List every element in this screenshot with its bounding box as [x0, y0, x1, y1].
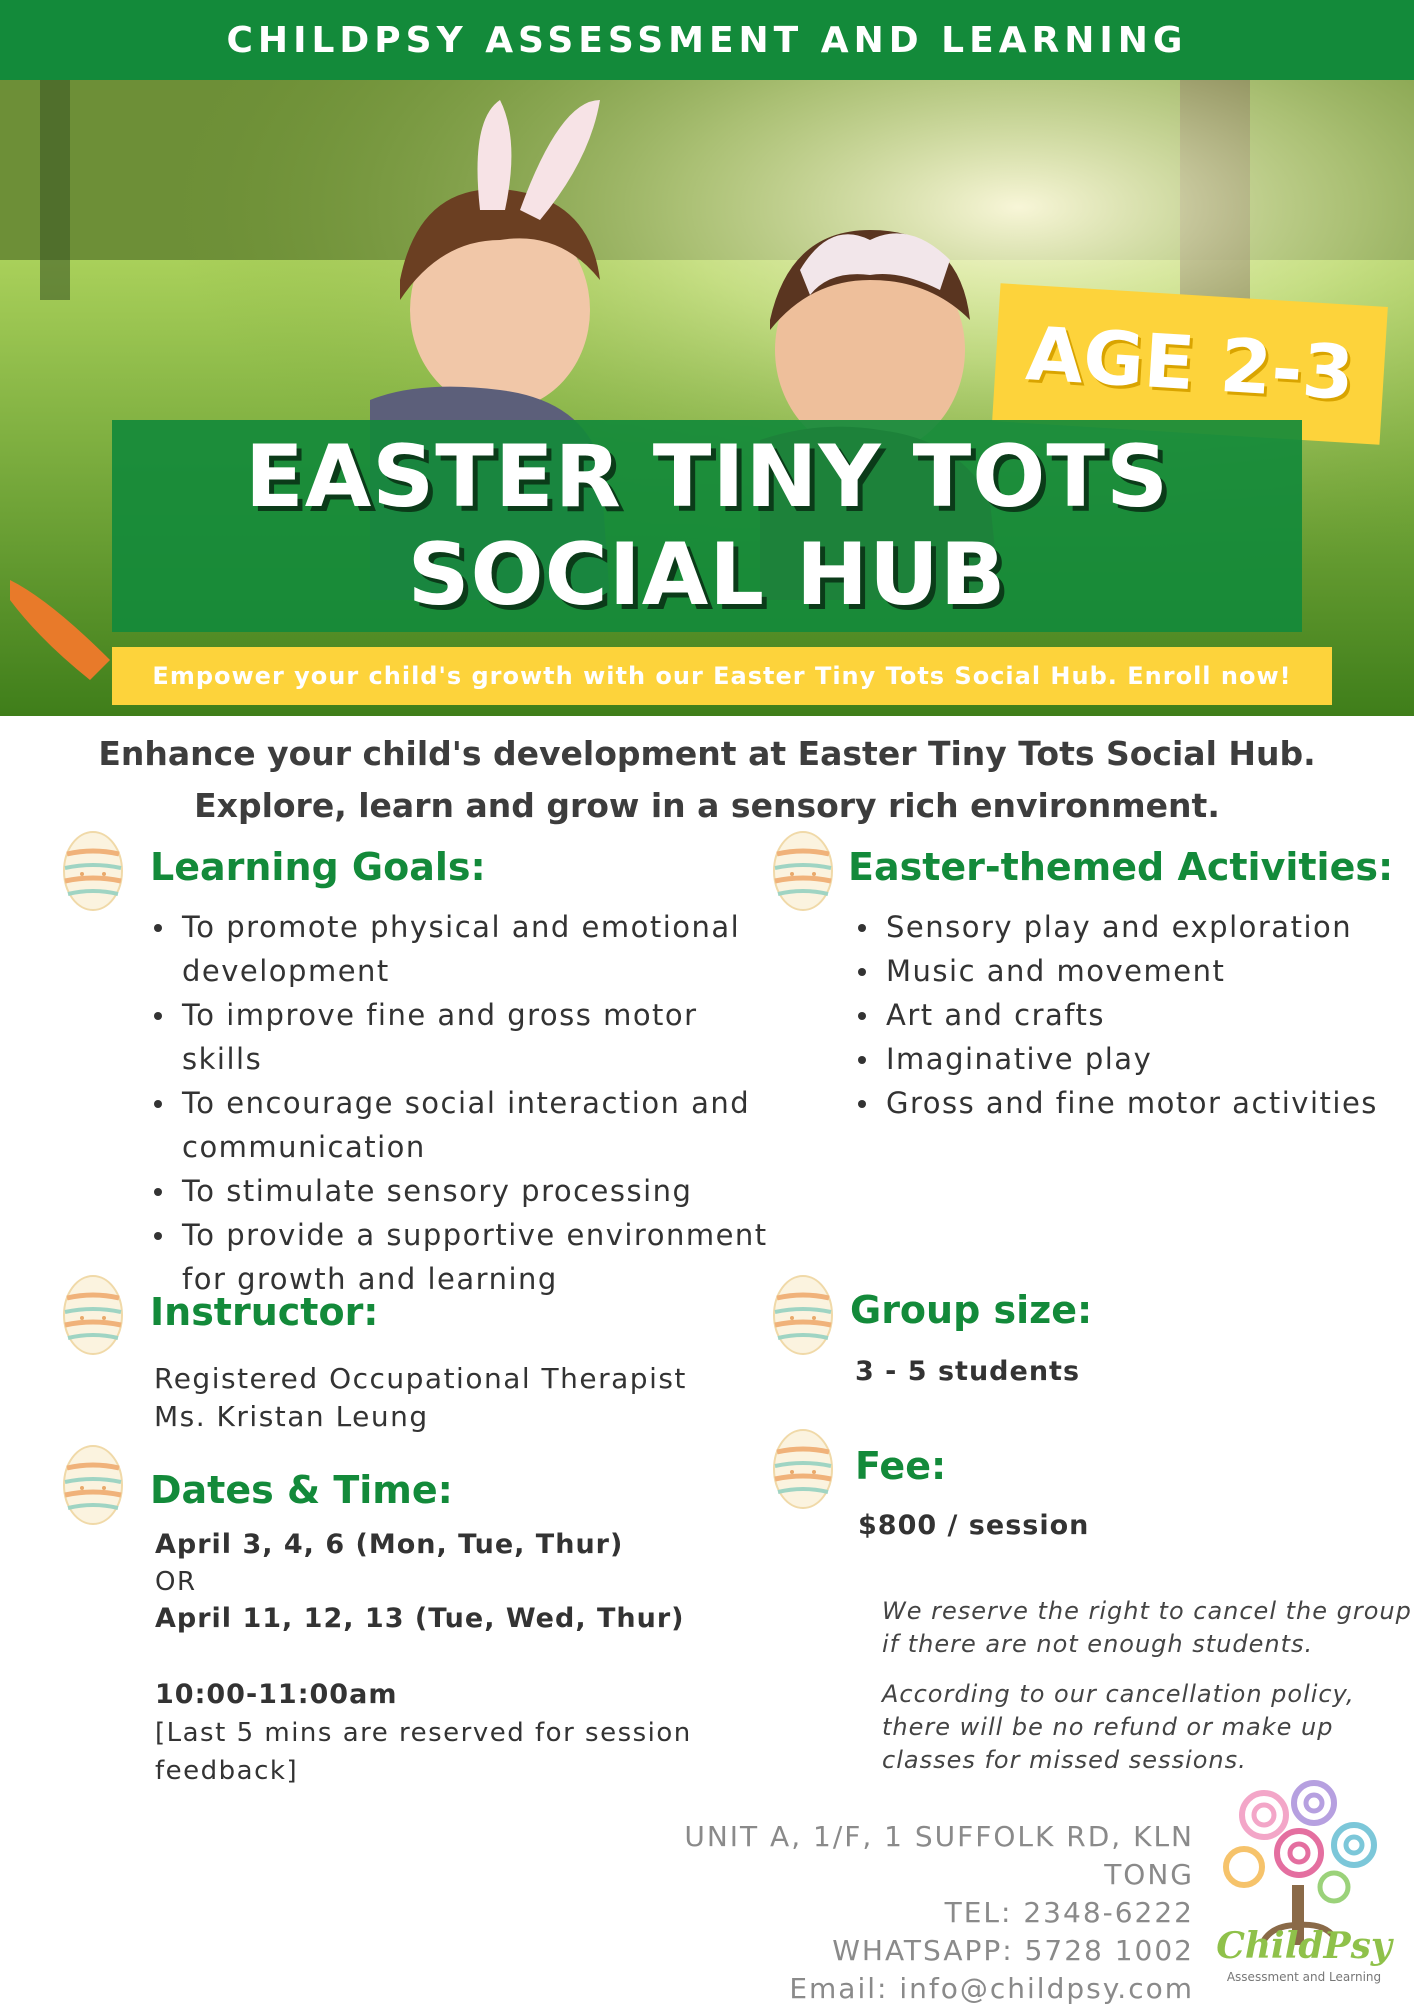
list-item: Gross and fine motor activities [852, 1081, 1392, 1125]
list-item: To improve fine and gross motor skills [148, 993, 768, 1081]
title-line-2: SOCIAL HUB [407, 525, 1007, 625]
list-item: To promote physical and emotional development [148, 905, 768, 993]
org-name: CHILDPSY ASSESSMENT AND LEARNING [226, 19, 1188, 61]
list-item: To provide a supportive environment for growth and learning [148, 1213, 768, 1301]
childpsy-logo [1204, 1775, 1394, 1990]
session-time: 10:00-11:00am [155, 1679, 398, 1710]
instructor-name: Ms. Kristan Leung [154, 1400, 429, 1433]
dates-details [155, 1526, 835, 1790]
dates-option-1: April 3, 4, 6 (Mon, Tue, Thur) [155, 1529, 624, 1560]
easter-egg-icon [772, 1424, 834, 1510]
instructor-role: Registered Occupational Therapist [154, 1362, 687, 1395]
top-banner [0, 0, 1414, 80]
contact-email: Email: info@childpsy.com [789, 1972, 1194, 2005]
swirl-tree-icon [1204, 1775, 1394, 1945]
tagline-text: Empower your child's growth with our Easter Tiny Tots Social Hub. Enroll now! [152, 662, 1292, 690]
age-badge-label: AGE 2-3 [1023, 311, 1357, 417]
fee-value: $800 / session [858, 1510, 1090, 1541]
group-size-value: 3 - 5 students [855, 1356, 1081, 1387]
title-line-1: EASTER TINY TOTS [244, 427, 1170, 527]
group-size-heading: Group size: [850, 1288, 1093, 1332]
feedback-note: [Last 5 mins are reserved for session feedback] [155, 1718, 692, 1786]
list-item: To stimulate sensory processing [148, 1169, 768, 1213]
title-box [112, 420, 1302, 632]
easter-egg-icon [772, 826, 834, 912]
list-item: Art and crafts [852, 993, 1392, 1037]
intro-text [60, 728, 1354, 832]
logo-subtitle: Assessment and Learning [1226, 1970, 1382, 1984]
list-item: Imaginative play [852, 1037, 1392, 1081]
instructor-details [154, 1360, 687, 1436]
activities-heading: Easter-themed Activities: [848, 845, 1394, 889]
list-item: Music and movement [852, 949, 1392, 993]
list-item: To encourage social interaction and communication [148, 1081, 768, 1169]
easter-egg-icon [772, 1270, 834, 1356]
contact-address: UNIT A, 1/F, 1 SUFFOLK RD, KLN TONG [684, 1820, 1194, 1891]
list-item: Sensory play and exploration [852, 905, 1392, 949]
contact-whatsapp: WHATSAPP: 5728 1002 [832, 1934, 1194, 1967]
contact-block [620, 1818, 1194, 2008]
learning-goals-heading: Learning Goals: [150, 845, 486, 889]
logo-name: ChildPsy [1216, 1925, 1392, 1967]
dates-or: OR [155, 1567, 197, 1597]
policy-note: According to our cancellation policy, there will be no refund or make up classes for missed sessions. [882, 1680, 1355, 1774]
easter-egg-icon [62, 1440, 124, 1526]
contact-tel: TEL: 2348-6222 [944, 1896, 1194, 1929]
easter-egg-icon [62, 826, 124, 912]
activities-list [852, 905, 1392, 1125]
intro-line-1: Enhance your child's development at Easter Tiny Tots Social Hub. [98, 734, 1316, 773]
dates-option-2: April 11, 12, 13 (Tue, Wed, Thur) [155, 1603, 685, 1634]
learning-goals-list [148, 905, 768, 1301]
easter-egg-icon [62, 1270, 124, 1356]
tagline-banner [112, 647, 1332, 705]
instructor-heading: Instructor: [150, 1290, 379, 1334]
fee-heading: Fee: [855, 1444, 947, 1488]
intro-line-2: Explore, learn and grow in a sensory rich environment. [194, 786, 1220, 825]
dates-heading: Dates & Time: [150, 1468, 453, 1512]
cancel-note: We reserve the right to cancel the group if there are not enough students. [882, 1597, 1412, 1658]
